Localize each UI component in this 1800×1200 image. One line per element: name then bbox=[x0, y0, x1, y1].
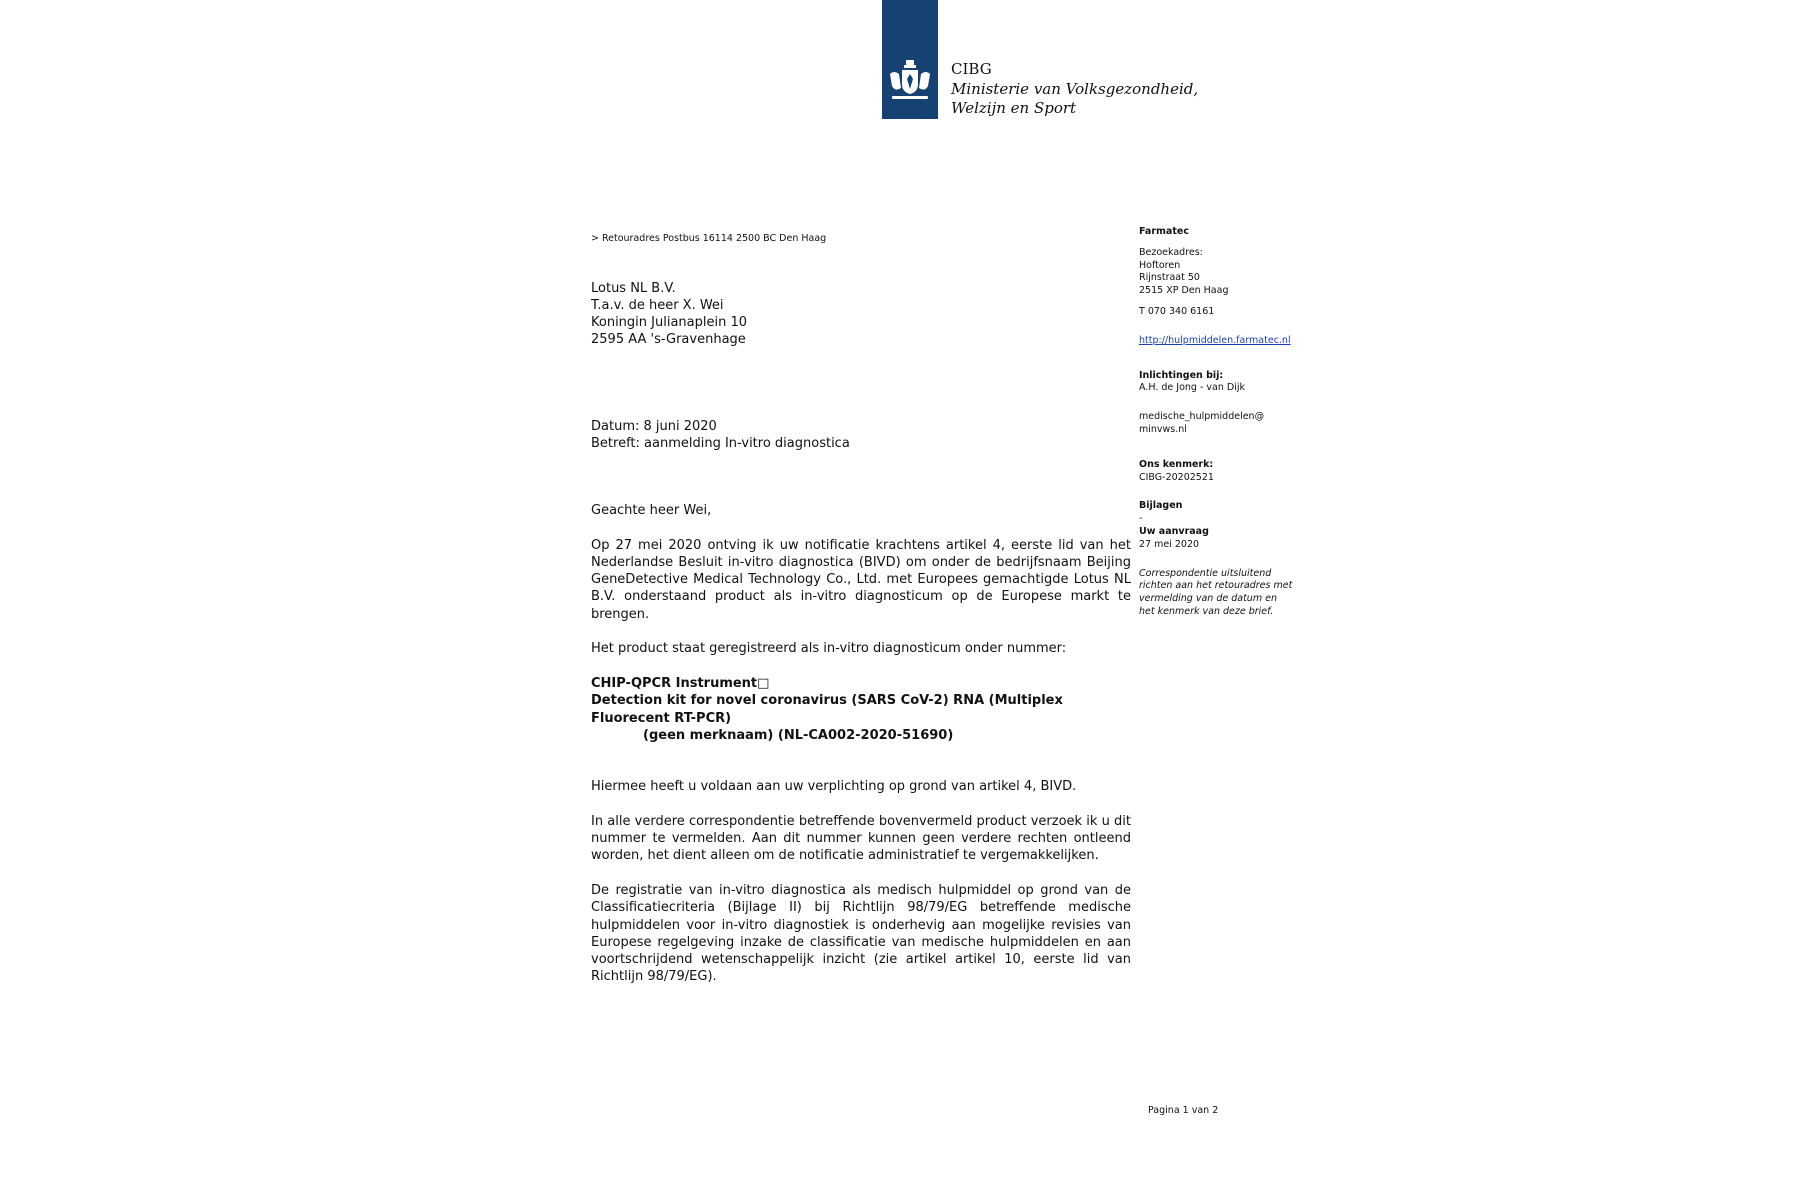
recipient-attention: T.a.v. de heer X. Wei bbox=[591, 298, 724, 313]
sidebar-info-name: A.H. de Jong - van Dijk bbox=[1139, 382, 1245, 394]
sidebar-email-line1: medische_hulpmiddelen@ bbox=[1139, 411, 1265, 423]
org-name: CIBG bbox=[951, 60, 992, 78]
sidebar-visit-label: Bezoekadres: bbox=[1139, 246, 1203, 258]
sidebar-note-line3: vermelding van de datum en bbox=[1139, 593, 1277, 605]
salutation: Geachte heer Wei, bbox=[591, 503, 712, 518]
product-instrument: CHIP-QPCR Instrument□ bbox=[591, 675, 770, 691]
recipient-city: 2595 AA 's-Gravenhage bbox=[591, 332, 746, 347]
product-number: (geen merknaam) (NL-CA002-2020-51690) bbox=[643, 727, 954, 743]
page-number: Pagina 1 van 2 bbox=[1148, 1105, 1219, 1116]
paragraph-classification: De registratie van in-vitro diagnostica als medisch hulpmiddel op grond van de Classificatiecriteria (Bijlage II) bij Richtlijn 98/79/EG betreffende medische hulpmiddelen voor in-vitro diagnostiek is onderhevig aan mogelijke revisies van Europese regelgeving inzake de classificatie van medische hulpmiddelen en aan voortschrijdend wetenschappelijk inzicht (zie artikel artikel 10, eerste lid van Richtlijn 98/79/EG). bbox=[591, 882, 1131, 985]
ministry-name-line2: Welzijn en Sport bbox=[951, 99, 1077, 117]
paragraph-notification: Op 27 mei 2020 ontving ik uw notificatie krachtens artikel 4, eerste lid van het Nederlandse Besluit in-vitro diagnostica (BIVD) om onder de bedrijfsnaam Beijing GeneDetective Medical Technology Co., Ltd. met Europees gemachtigde Lotus NL B.V. onderstaand product als in-vitro diagnosticum op de Europese markt te brengen. bbox=[591, 537, 1131, 622]
sidebar-request-value: 27 mei 2020 bbox=[1139, 538, 1200, 550]
letter-body bbox=[591, 502, 1131, 1003]
recipient-address bbox=[591, 280, 747, 348]
sidebar-note-line2: richten aan het retouradres met bbox=[1139, 580, 1293, 592]
ministry-wordmark bbox=[951, 60, 1198, 118]
sidebar-ref-value: CIBG-20202521 bbox=[1139, 471, 1214, 483]
ministry-name-line1: Ministerie van Volksgezondheid, bbox=[951, 80, 1199, 98]
recipient-company: Lotus NL B.V. bbox=[591, 281, 676, 296]
return-address: > Retouradres Postbus 16114 2500 BC Den Haag bbox=[591, 233, 827, 244]
sidebar-attachments-label: Bijlagen bbox=[1139, 500, 1183, 512]
ministry-logo-bar bbox=[882, 0, 938, 119]
sidebar-visit-street: Rijnstraat 50 bbox=[1139, 272, 1200, 284]
sidebar-info-label: Inlichtingen bij: bbox=[1139, 369, 1224, 381]
sidebar-ref-label: Ons kenmerk: bbox=[1139, 458, 1214, 470]
sidebar-website-link[interactable]: http://hulpmiddelen.farmatec.nl bbox=[1139, 334, 1291, 346]
paragraph-correspondence: In alle verdere correspondentie betreffende bovenvermeld product verzoek ik u dit nummer te vermelden. Aan dit nummer kunnen geen verdere rechten ontleend worden, het dient alleen om de notificatie administratief te vergemakkelijken. bbox=[591, 813, 1131, 864]
sidebar-note-line4: het kenmerk van deze brief. bbox=[1139, 605, 1274, 617]
product-kit: Detection kit for novel coronavirus (SARS CoV-2) RNA (Multiplex Fluorecent RT-PCR) bbox=[591, 693, 1063, 726]
sidebar-email-line2: minvws.nl bbox=[1139, 423, 1187, 435]
letter-date: Datum: 8 juni 2020 bbox=[591, 419, 717, 434]
sidebar-request-label: Uw aanvraag bbox=[1139, 525, 1209, 537]
recipient-street: Koningin Julianaplein 10 bbox=[591, 315, 748, 330]
coat-of-arms-icon bbox=[886, 58, 934, 102]
sidebar-attachments-value: - bbox=[1139, 513, 1143, 525]
sidebar-phone: T 070 340 6161 bbox=[1139, 305, 1215, 317]
sidebar-note-line1: Correspondentie uitsluitend bbox=[1139, 567, 1272, 579]
product-block bbox=[591, 675, 1131, 744]
letter-subject: Betreft: aanmelding In-vitro diagnostica bbox=[591, 436, 850, 451]
paragraph-obligation: Hiermee heeft u voldaan aan uw verplichting op grond van artikel 4, BIVD. bbox=[591, 779, 1077, 795]
sidebar-department: Farmatec bbox=[1139, 226, 1189, 237]
letter-meta bbox=[591, 418, 850, 452]
sidebar-visit-building: Hoftoren bbox=[1139, 259, 1181, 271]
sidebar-visit-city: 2515 XP Den Haag bbox=[1139, 285, 1229, 297]
paragraph-registration: Het product staat geregistreerd als in-vitro diagnosticum onder nummer: bbox=[591, 641, 1067, 657]
sender-sidebar bbox=[1139, 226, 1309, 619]
